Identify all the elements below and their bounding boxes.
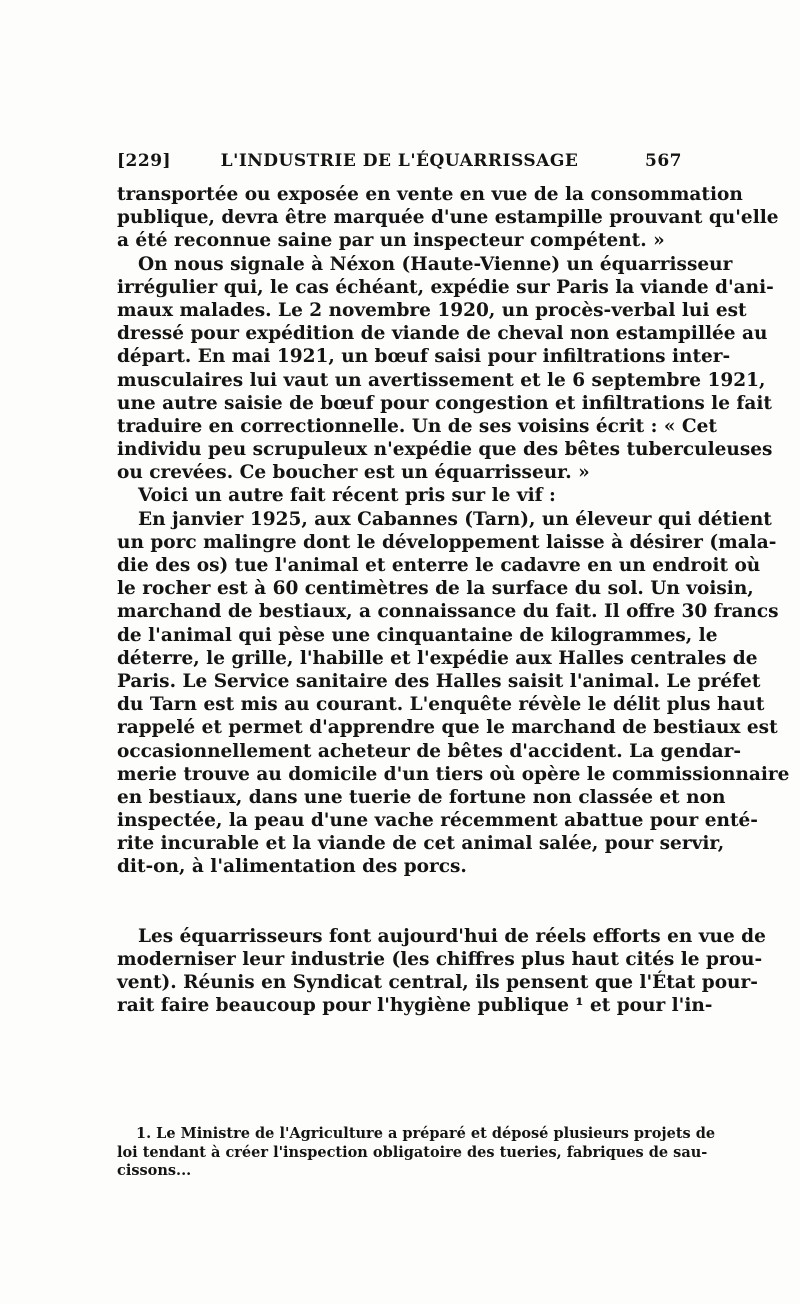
text-line: transportée ou exposée en vente en vue de la consommation: [117, 184, 743, 205]
text-line: marchand de bestiaux, a connaissance du fait. Il offre 30 francs: [117, 601, 779, 623]
text-line: un porc malingre dont le développement laisse à désirer (mala-: [117, 531, 777, 553]
text-line: déterre, le grille, l'habille et l'expédie aux Halles centrales de: [117, 647, 758, 669]
text-line: dit-on, à l'alimentation des porcs.: [117, 856, 467, 878]
text-line: le rocher est à 60 centimètres de la surface du sol. Un voisin,: [117, 578, 754, 600]
section-gap: [117, 879, 682, 925]
body-text: [117, 183, 790, 1017]
text-line: publique, devra être marquée d'une estampille prouvant qu'elle: [117, 207, 779, 229]
text-line: occasionnellement acheteur de bêtes d'accident. La gendar-: [117, 740, 742, 762]
chapter-title: L'INDUSTRIE DE L'ÉQUARRISSAGE: [220, 151, 579, 171]
paragraph-start-line: En janvier 1925, aux Cabannes (Tarn), un éleveur qui détient: [138, 508, 772, 530]
paragraph-start-line: On nous signale à Néxon (Haute-Vienne) un équarrisseur: [138, 253, 733, 275]
text-line: une autre saisie de bœuf pour congestion et infiltrations le fait: [117, 392, 772, 414]
page-number: 567: [645, 151, 682, 171]
text-line: traduire en correctionnelle. Un de ses voisins écrit : « Cet: [117, 415, 717, 437]
text-line: moderniser leur industrie (les chiffres plus haut cités le prou-: [117, 948, 763, 970]
text-line: rait faire beaucoup pour l'hygiène publique ¹ et pour l'in-: [117, 995, 713, 1017]
text-line: de l'animal qui pèse une cinquantaine de kilogrammes, le: [117, 624, 718, 646]
text-line: individu peu scrupuleux n'expédie que des bêtes tuberculeuses: [117, 439, 773, 461]
page-reference: [229]: [117, 151, 172, 171]
footnote-line: 1. Le Ministre de l'Agriculture a préparé et déposé plusieurs projets de: [136, 1125, 716, 1142]
footnote-line: cissons...: [117, 1162, 192, 1179]
text-line: a été reconnue saine par un inspecteur compétent. »: [117, 230, 665, 252]
text-line: départ. En mai 1921, un bœuf saisi pour infiltrations inter-: [117, 346, 731, 368]
text-line: musculaires lui vaut un avertissement et le 6 septembre 1921,: [117, 369, 766, 391]
text-line: dressé pour expédition de viande de cheval non estampillée au: [117, 323, 768, 345]
text-line: Paris. Le Service sanitaire des Halles saisit l'animal. Le préfet: [117, 670, 761, 692]
text-line: rite incurable et la viande de cet animal salée, pour servir,: [117, 833, 725, 855]
text-line: ou crevées. Ce boucher est un équarrisseur. »: [117, 462, 590, 484]
text-line: du Tarn est mis au courant. L'enquête révèle le délit plus haut: [117, 694, 765, 716]
paragraph-start-line: Les équarrisseurs font aujourd'hui de réels efforts en vue de: [138, 925, 766, 947]
paragraph-start-line: Voici un autre fait récent pris sur le vif :: [138, 485, 556, 507]
footnote: [117, 1125, 716, 1181]
running-header: [117, 151, 682, 175]
text-line: die des os) tue l'animal et enterre le cadavre en un endroit où: [117, 555, 761, 576]
text-line: maux malades. Le 2 novembre 1920, un procès-verbal lui est: [117, 299, 747, 321]
text-line: vent). Réunis en Syndicat central, ils pensent que l'État pour-: [117, 972, 758, 993]
text-line: en bestiaux, dans une tuerie de fortune non classée et non: [117, 786, 726, 808]
text-line: irrégulier qui, le cas échéant, expédie sur Paris la viande d'ani-: [117, 276, 774, 298]
text-line: inspectée, la peau d'une vache récemment abattue pour enté-: [117, 810, 758, 832]
text-line: merie trouve au domicile d'un tiers où opère le commissionnaire: [117, 763, 790, 785]
footnote-line: loi tendant à créer l'inspection obligatoire des tueries, fabriques de sau-: [117, 1143, 708, 1161]
text-line: rappelé et permet d'apprendre que le marchand de bestiaux est: [117, 717, 778, 739]
